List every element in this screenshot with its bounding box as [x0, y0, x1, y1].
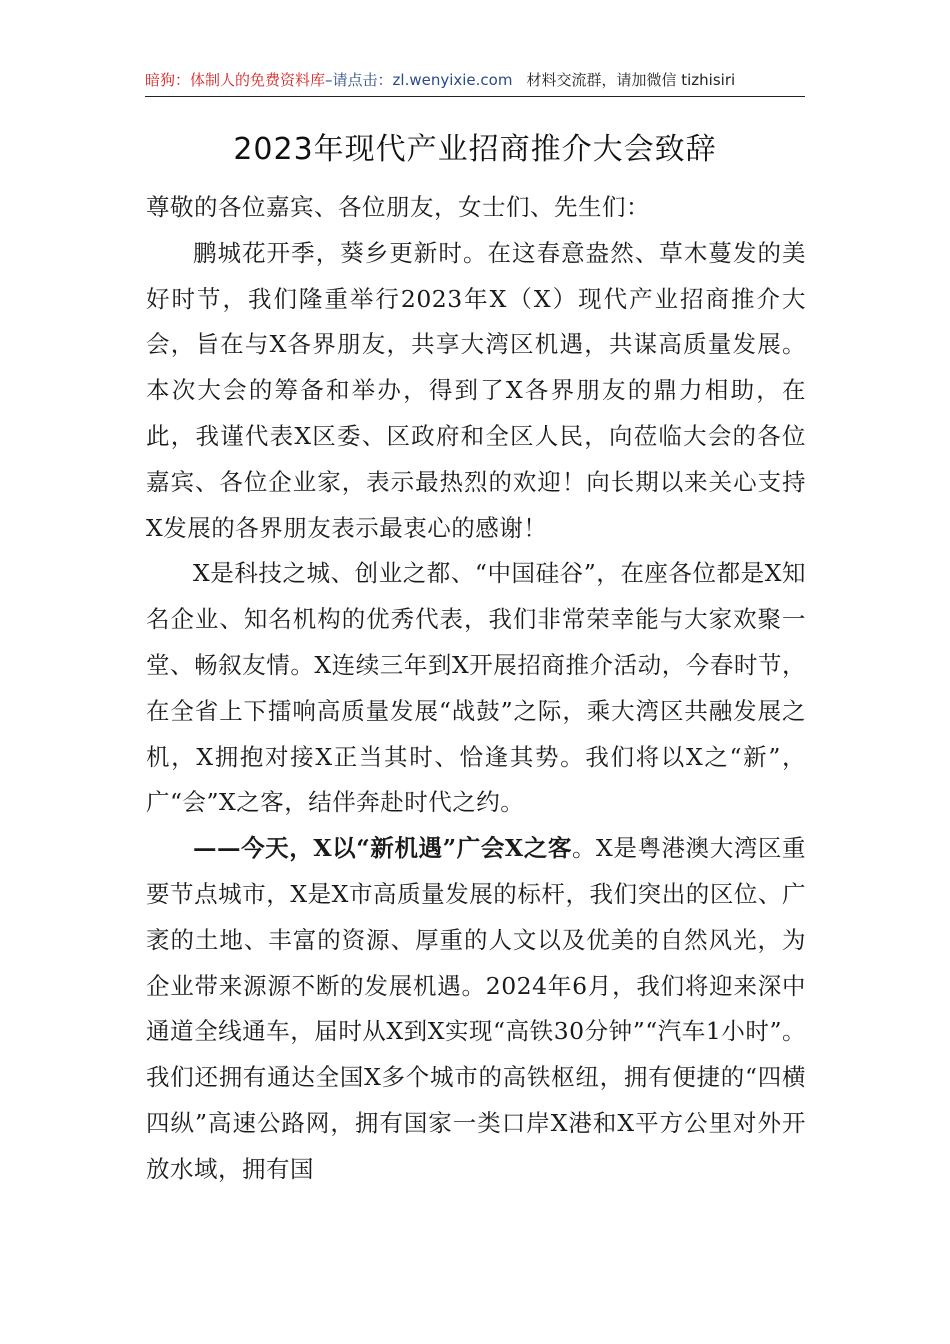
paragraph-1: 鹏城花开季，葵乡更新时。在这春意盎然、草木蔓发的美好时节，我们隆重举行2023年X（X）现代产业招商推介大会，旨在与X各界朋友，共享大湾区机遇，共谋高质量发展。本次大会的筹备和举办，得到了X各界朋友的鼎力相助，在此，我谨代表X区委、区政府和全区人民，向莅临大会的各位嘉宾、各位企业家，表示最热烈的欢迎！向长期以来关心支持X发展的各界朋友表示最衷心的感谢！ [146, 238, 806, 542]
salutation: 尊敬的各位嘉宾、各位朋友，女士们、先生们： [146, 193, 650, 221]
paragraph-3 [146, 826, 806, 1192]
section-heading: ——今天，X以“新机遇”广会X之客 [193, 834, 572, 863]
document-body [146, 185, 806, 1193]
header-promo: 暗狗：体制人的免费资料库 [145, 71, 326, 89]
paragraph-2: X是科技之城、创业之都、“中国硅谷”，在座各位都是X知名企业、知名机构的优秀代表，我们非常荣幸能与大家欢聚一堂、畅叙友情。X连续三年到X开展招商推介活动，今春时节，在全省上下擂响高质量发展“战鼓”之际，乘大湾区共融发展之机，X拥抱对接X正当其时、恰逢其势。我们将以X之“新”，广“会”X之客，结伴奔赴时代之约。 [146, 559, 806, 817]
header-contact: 材料交流群，请加微信 tizhisiri [526, 71, 736, 89]
header-link-prefix: –请点击： [325, 71, 393, 89]
header-site-link[interactable]: zl.wenyixie.com [392, 71, 513, 89]
document-title: 2023年现代产业招商推介大会致辞 [233, 132, 717, 167]
page-header [145, 66, 805, 97]
section-text: 。X是粤港澳大湾区重要节点城市，X是X市高质量发展的标杆，我们突出的区位、广袤的土地、丰富的资源、厚重的人文以及优美的自然风光，为企业带来源源不断的发展机遇。2024年6月，我们将迎来深中通道全线通车，届时从X到X实现“高铁30分钟”“汽车1小时”。我们还拥有通达全国X多个城市的高铁枢纽，拥有便捷的“四横四纵”高速公路网，拥有国家一类口岸X港和X平方公里对外开放水域，拥有国 [146, 834, 806, 1183]
